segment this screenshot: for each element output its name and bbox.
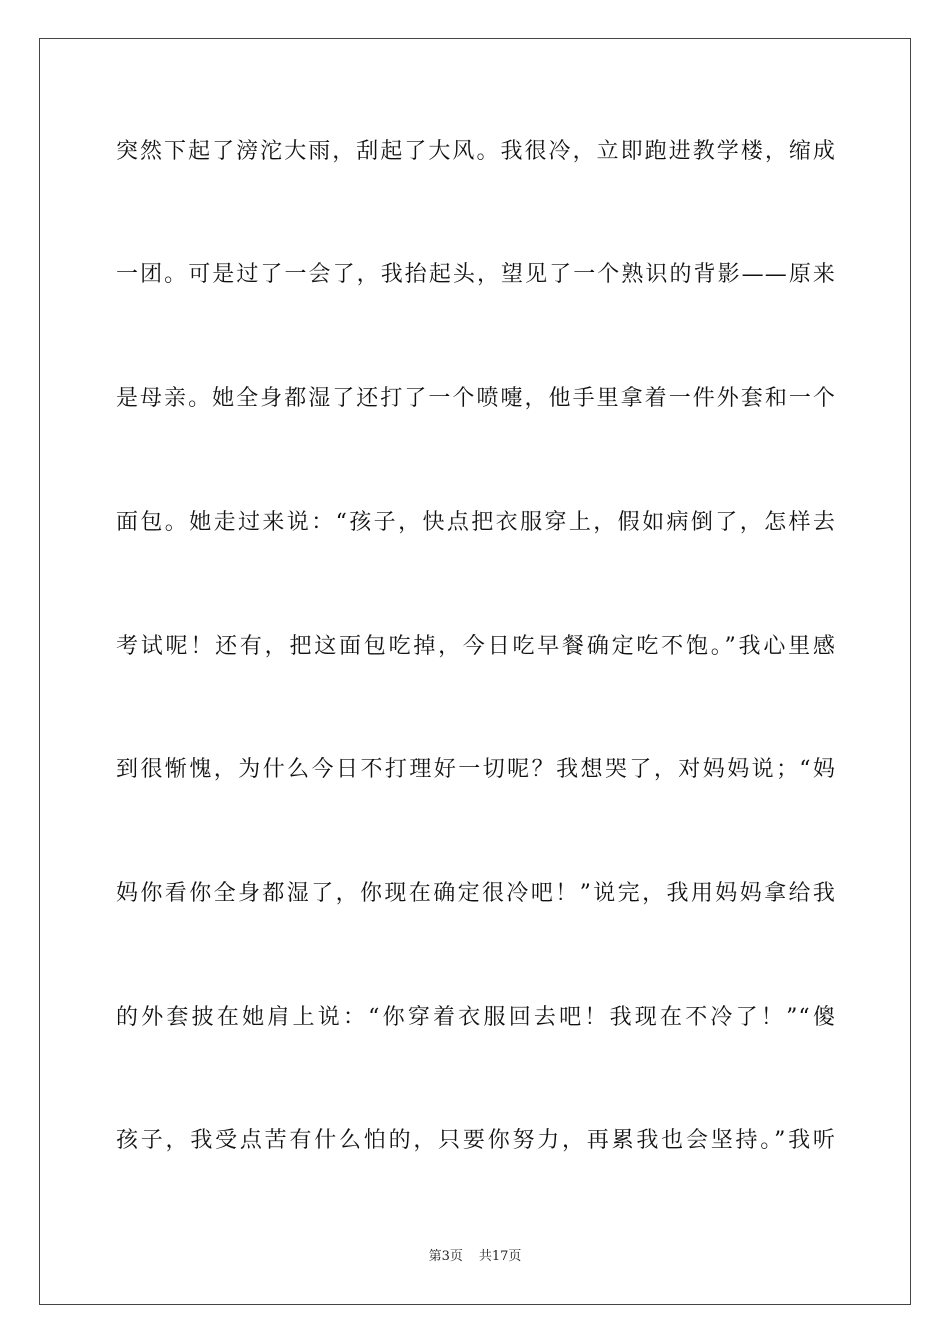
text-line: 突然下起了滂沱大雨，刮起了大风。我很冷，立即跑进教学楼，缩成	[116, 139, 836, 164]
text-line: 妈你看你全身都湿了，你现在确定很冷吧！”说完，我用妈妈拿给我	[116, 881, 836, 906]
text-line: 一团。可是过了一会了，我抬起头，望见了一个熟识的背影——原来	[116, 262, 836, 287]
text-line: 是母亲。她全身都湿了还打了一个喷嚏，他手里拿着一件外套和一个	[116, 386, 836, 411]
text-line: 到很惭愧，为什么今日不打理好一切呢？我想哭了，对妈妈说；“妈	[116, 757, 836, 782]
text-line: 孩子，我受点苦有什么怕的，只要你努力，再累我也会坚持。”我听	[116, 1128, 836, 1153]
text-line: 面包。她走过来说：“孩子，快点把衣服穿上，假如病倒了，怎样去	[116, 510, 836, 535]
page-footer	[0, 1248, 950, 1266]
text-line: 考试呢！还有，把这面包吃掉，今日吃早餐确定吃不饱。”我心里感	[116, 634, 836, 659]
page-number: 第3页	[428, 1249, 463, 1264]
text-line: 的外套披在她肩上说：“你穿着衣服回去吧！我现在不冷了！”“傻	[116, 1005, 836, 1030]
page-total: 共17页	[478, 1249, 522, 1264]
page-border	[39, 38, 911, 1305]
